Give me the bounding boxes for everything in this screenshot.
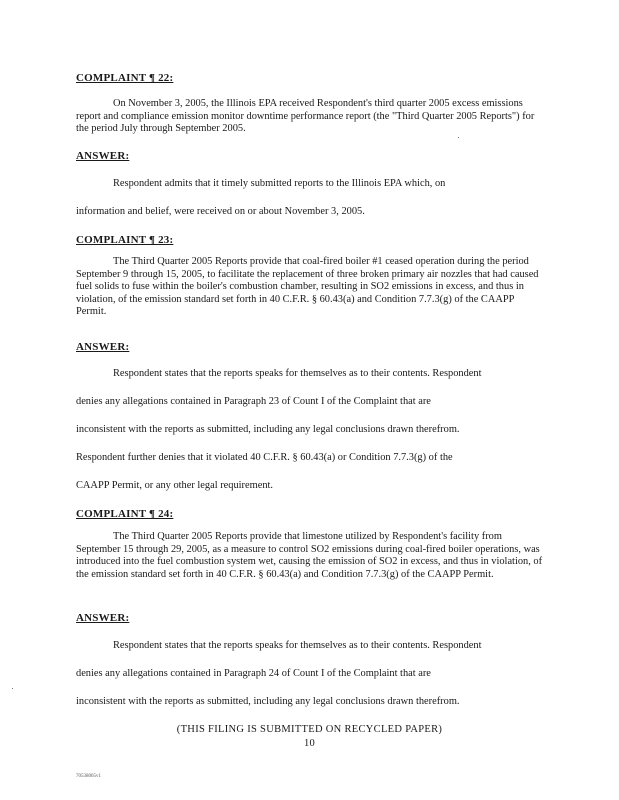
answer-23-line-1: Respondent states that the reports speaks for themselves as to their contents. Respondent <box>113 368 482 379</box>
answer-23-line-3: inconsistent with the reports as submitted, including any legal conclusions drawn therefrom. <box>76 424 460 435</box>
document-id: 70538005v1 <box>76 774 101 779</box>
complaint-22-text: On November 3, 2005, the Illinois EPA received Respondent's third quarter 2005 excess emissions report and compliance emission monitor downtime performance report (the "Third Quarter 2005 Reports") for the period July through September 2005. <box>76 98 535 135</box>
answer-24-line-2: denies any allegations contained in Paragraph 24 of Count I of the Complaint that are <box>76 668 431 679</box>
page-number: 10 <box>303 738 316 749</box>
scan-speck <box>12 688 13 689</box>
answer-24-heading: ANSWER: <box>76 612 130 624</box>
scan-speck <box>458 137 459 138</box>
answer-24-line-3: inconsistent with the reports as submitted, including any legal conclusions drawn therefrom. <box>76 696 460 707</box>
answer-22-line-2: information and belief, were received on or about November 3, 2005. <box>76 206 365 217</box>
answer-23-line-2: denies any allegations contained in Paragraph 23 of Count I of the Complaint that are <box>76 396 431 407</box>
complaint-23-heading: COMPLAINT ¶ 23: <box>76 234 174 246</box>
complaint-23-text: The Third Quarter 2005 Reports provide that coal-fired boiler #1 ceased operation during the period September 9 through 15, 2005, to facilitate the replacement of three broken primary air nozzles that had caused fuel solids to fuse within the boiler's combustion chamber, resulting in SO2 emissions in excess, and thus in violation, of the emission standard set forth in 40 C.F.R. § 60.43(a) and Condition 7.7.3(g) of the CAAPP Permit. <box>76 256 539 318</box>
answer-23-line-4: Respondent further denies that it violated 40 C.F.R. § 60.43(a) or Condition 7.7.3(g) of the <box>76 452 453 463</box>
complaint-24-heading: COMPLAINT ¶ 24: <box>76 508 174 520</box>
answer-24-line-1: Respondent states that the reports speaks for themselves as to their contents. Respondent <box>113 640 482 651</box>
answer-22-line-1: Respondent admits that it timely submitted reports to the Illinois EPA which, on <box>113 178 446 189</box>
answer-23-heading: ANSWER: <box>76 341 130 353</box>
answer-23-line-5: CAAPP Permit, or any other legal requirement. <box>76 480 273 491</box>
answer-22-heading: ANSWER: <box>76 150 130 162</box>
complaint-22-heading: COMPLAINT ¶ 22: <box>76 72 174 84</box>
complaint-24-text: The Third Quarter 2005 Reports provide that limestone utilized by Respondent's facility from September 15 through 29, 2005, as a measure to control SO2 emissions during coal-fired boiler operations, was introduced into the fuel combustion system wet, causing the emission of SO2 in excess, and thus in violation, of the emission standard set forth in 40 C.F.R. § 60.43(a) and Condition 7.7.3(g) of the CAAPP Permit. <box>76 531 543 580</box>
recycled-paper-notice: (THIS FILING IS SUBMITTED ON RECYCLED PAPER) <box>176 724 443 735</box>
